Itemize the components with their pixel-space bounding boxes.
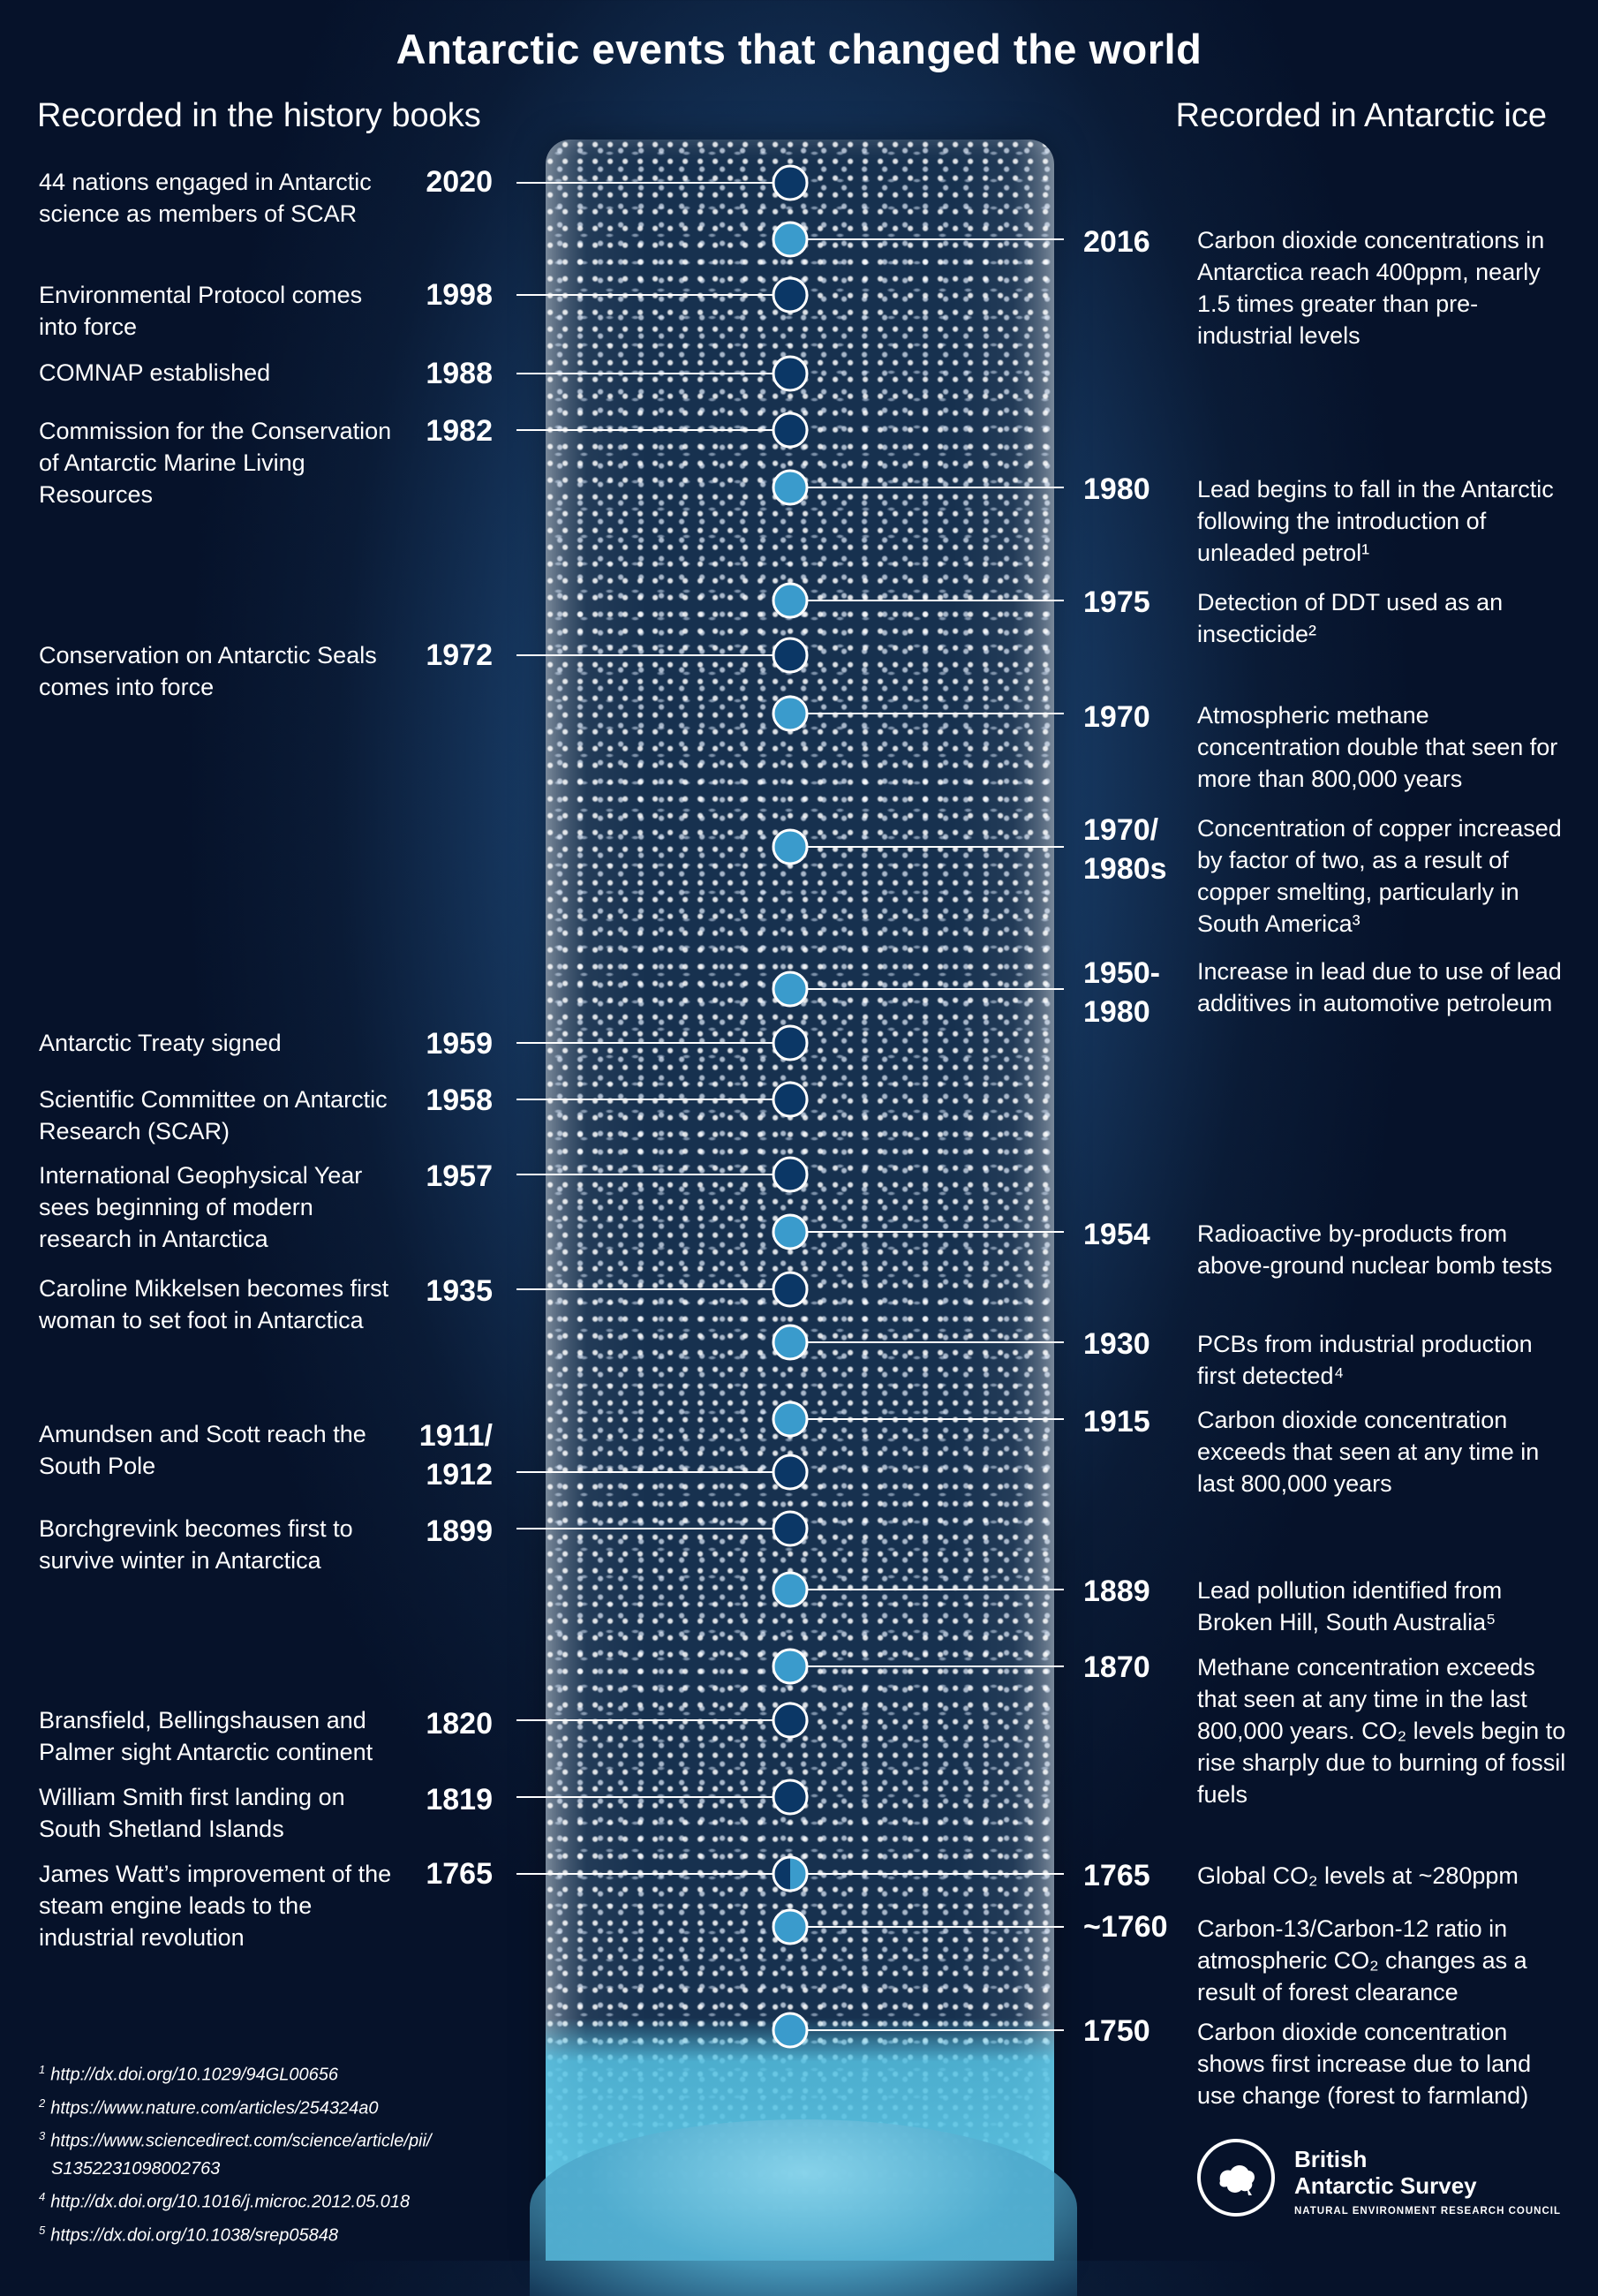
- ice-event-text: Increase in lead due to use of lead additives in automotive petroleum: [1197, 958, 1562, 1016]
- ice-dot: [790, 1857, 807, 1891]
- history-dot: [773, 278, 807, 312]
- history-year: 2020: [426, 165, 493, 199]
- ice-year: 1954: [1083, 1218, 1150, 1251]
- ice-year: ~1760: [1083, 1910, 1168, 1944]
- history-year: 1982: [426, 414, 493, 448]
- bas-logo-subtitle: NATURAL ENVIRONMENT RESEARCH COUNCIL: [1294, 2206, 1561, 2217]
- history-dot: [773, 357, 807, 390]
- history-event-text: Antarctic Treaty signed: [39, 1030, 282, 1056]
- history-year: 1899: [426, 1514, 493, 1548]
- history-year: 1972: [426, 638, 493, 672]
- history-year: 1935: [426, 1274, 493, 1308]
- ice-dot: [773, 1402, 807, 1436]
- ice-dot: [773, 972, 807, 1006]
- history-event-text: Borchgrevink becomes first to survive winter in Antarctica: [39, 1515, 353, 1574]
- ice-dot: [773, 1650, 807, 1683]
- history-event-text: James Watt’s improvement of the steam engine leads to the industrial revolution: [39, 1861, 392, 1951]
- ice-event-text: Carbon dioxide concentration exceeds that seen at any time in last 800,000 years: [1197, 1407, 1540, 1497]
- history-dot: [773, 166, 807, 200]
- history-year: 1959: [426, 1027, 493, 1061]
- ice-dot: [773, 584, 807, 617]
- history-dot: [773, 413, 807, 447]
- history-dot: [773, 1857, 790, 1891]
- ice-year: 2016: [1083, 225, 1150, 259]
- footnote-3[interactable]: $^3$ https://www.sciencedirect.com/science/article/pii/: [39, 2129, 432, 2151]
- history-year: 1765: [426, 1857, 493, 1891]
- ice-year: 1970/ 1980s: [1083, 813, 1167, 886]
- ice-year: 1950- 1980: [1083, 956, 1160, 1029]
- history-event-text: Amundsen and Scott reach the South Pole: [39, 1421, 366, 1479]
- footnote-5[interactable]: $^5$ https://dx.doi.org/10.1038/srep05848: [39, 2223, 339, 2246]
- ice-dot: [773, 471, 807, 504]
- history-dot: [773, 1158, 807, 1191]
- ice-dot: [773, 697, 807, 730]
- ice-column-header: Recorded in Antarctic ice: [1175, 97, 1547, 134]
- history-dot: [773, 638, 807, 672]
- footnote-4[interactable]: $^4$ http://dx.doi.org/10.1016/j.microc.2012.05.018: [39, 2189, 411, 2212]
- ice-year: 1765: [1083, 1859, 1150, 1892]
- ice-event-text: Global CO₂ levels at ~280ppm: [1197, 1862, 1519, 1889]
- ice-event-text: Carbon-13/Carbon-12 ratio in atmospheric CO₂ changes as a result of forest clearance: [1197, 1915, 1527, 2005]
- history-column-header: Recorded in the history books: [37, 97, 481, 134]
- ice-year: 1915: [1083, 1405, 1150, 1439]
- ice-dot: [773, 223, 807, 256]
- history-dot: [773, 1703, 807, 1737]
- footnote-1[interactable]: $^1$ http://dx.doi.org/10.1029/94GL00656: [39, 2063, 339, 2085]
- history-year: 1911/ 1912: [418, 1419, 493, 1492]
- history-event-text: Bransfield, Bellingshausen and Palmer sight Antarctic continent: [39, 1707, 373, 1765]
- ice-event-text: Detection of DDT used as an insecticide²: [1197, 589, 1504, 647]
- history-year: 1998: [426, 278, 493, 312]
- ice-dot: [773, 2013, 807, 2047]
- history-dot: [773, 1273, 807, 1306]
- ice-dot: [773, 1215, 807, 1249]
- ice-year: 1975: [1083, 585, 1150, 619]
- history-year: 1988: [426, 357, 493, 390]
- history-event-text: Commission for the Conservation of Antarctic Marine Living Resources: [39, 418, 392, 508]
- history-event-text: Environmental Protocol comes into force: [39, 282, 363, 340]
- history-event-text: Conservation on Antarctic Seals comes into force: [39, 642, 377, 700]
- ice-event-text: Methane concentration exceeds that seen at any time in the last 800,000 years. CO₂ levels begin to rise sharply due to burning of fossil fuels: [1197, 1654, 1566, 1808]
- ice-event-text: PCBs from industrial production first detected⁴: [1197, 1331, 1533, 1389]
- ice-dot: [773, 1325, 807, 1359]
- ice-event-text: Carbon dioxide concentration shows first increase due to land use change (forest to farmland): [1197, 2019, 1532, 2109]
- history-event-text: International Geophysical Year sees beginning of modern research in Antarctica: [39, 1162, 363, 1252]
- ice-year: 1889: [1083, 1575, 1150, 1608]
- ice-event-text: Carbon dioxide concentrations in Antarctica reach 400ppm, nearly 1.5 times greater than pre-industrial levels: [1197, 227, 1545, 349]
- history-year: 1820: [426, 1707, 493, 1741]
- ice-event-text: Lead begins to fall in the Antarctic following the introduction of unleaded petrol¹: [1197, 476, 1554, 566]
- history-dot: [773, 1780, 807, 1814]
- footnotes: [39, 2056, 432, 2249]
- history-dot: [773, 1455, 807, 1489]
- history-year: 1957: [426, 1159, 493, 1193]
- ice-event-text: Radioactive by-products from above-ground nuclear bomb tests: [1197, 1220, 1553, 1279]
- history-event-text: Caroline Mikkelsen becomes first woman to set foot in Antarctica: [39, 1275, 389, 1333]
- footnote-3-cont[interactable]: S1352231098002763: [51, 2158, 221, 2179]
- page-title: Antarctic events that changed the world: [396, 26, 1202, 72]
- ice-year: 1980: [1083, 472, 1150, 506]
- ice-year: 1930: [1083, 1327, 1150, 1361]
- ice-event-text: Concentration of copper increased by factor of two, as a result of copper smelting, particularly in South America³: [1197, 815, 1562, 937]
- ice-year: 1970: [1083, 700, 1150, 734]
- ice-year: 1750: [1083, 2014, 1150, 2048]
- history-year: 1958: [426, 1084, 493, 1117]
- history-dot: [773, 1026, 807, 1060]
- bas-logo: [1197, 2139, 1568, 2231]
- history-event-text: William Smith first landing on South Shetland Islands: [39, 1784, 345, 1842]
- ice-dot: [773, 1573, 807, 1606]
- ice-year: 1870: [1083, 1650, 1150, 1684]
- ice-dot: [773, 830, 807, 864]
- history-dot: [773, 1512, 807, 1545]
- history-dot: [773, 1083, 807, 1116]
- history-year: 1819: [426, 1783, 493, 1816]
- history-event-text: COMNAP established: [39, 359, 271, 386]
- bas-logo-name: British Antarctic Survey: [1294, 2146, 1477, 2199]
- history-event-text: Scientific Committee on Antarctic Research (SCAR): [39, 1086, 388, 1144]
- ice-event-text: Atmospheric methane concentration double that seen for more than 800,000 years: [1197, 702, 1558, 792]
- ice-event-text: Lead pollution identified from Broken Hill, South Australia⁵: [1197, 1577, 1503, 1635]
- history-event-text: 44 nations engaged in Antarctic science as members of SCAR: [39, 169, 372, 227]
- bas-emblem-icon: [1197, 2139, 1275, 2217]
- ice-dot: [773, 1910, 807, 1944]
- footnote-2[interactable]: $^2$ https://www.nature.com/articles/254324a0: [39, 2096, 379, 2119]
